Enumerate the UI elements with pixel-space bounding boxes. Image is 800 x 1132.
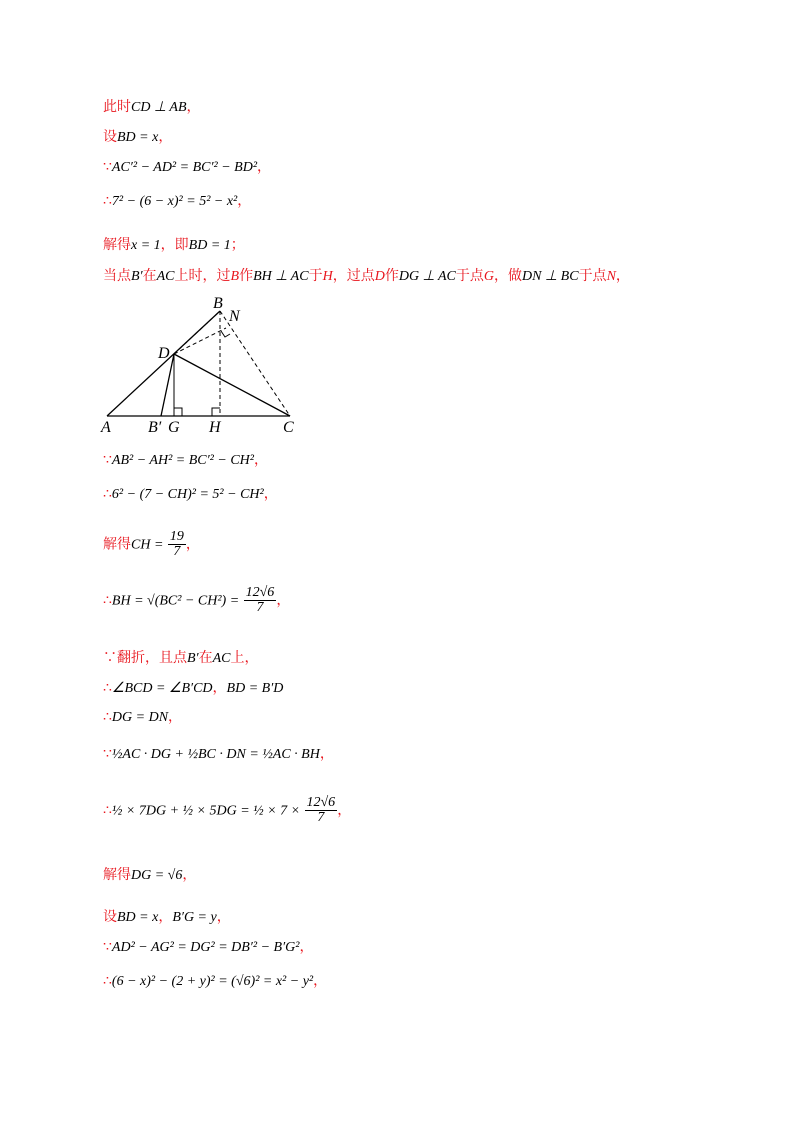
m: H bbox=[322, 269, 333, 284]
t: 上时，过 bbox=[174, 268, 231, 284]
line-19-prefix: ∴ bbox=[103, 973, 112, 989]
fraction-numerator: 12√6 bbox=[306, 795, 336, 810]
line-3 bbox=[103, 158, 271, 177]
line-14-math: ½AC · DG + ½BC · DN = ½AC · BH bbox=[111, 747, 320, 762]
segment-DC bbox=[174, 354, 290, 416]
fraction-denominator: 7 bbox=[173, 544, 181, 559]
line-13-suffix: ， bbox=[168, 709, 183, 725]
line-4 bbox=[103, 192, 251, 211]
line-2-prefix: 设 bbox=[103, 129, 117, 145]
line-12-prefix: ∴ bbox=[103, 680, 112, 696]
line-7-math: AB² − AH² = BC′² − CH² bbox=[111, 453, 254, 468]
label-H: H bbox=[209, 419, 221, 435]
line-14-suffix: ， bbox=[319, 746, 334, 762]
t: ，做 bbox=[494, 268, 523, 284]
t: 于点 bbox=[578, 268, 607, 284]
line-13 bbox=[103, 708, 182, 727]
line-2 bbox=[103, 128, 172, 147]
line-4-prefix: ∴ bbox=[103, 193, 112, 209]
line-1-math: CD ⊥ AB bbox=[131, 100, 187, 115]
fraction-denominator: 7 bbox=[256, 600, 264, 615]
segment-DN bbox=[174, 328, 226, 354]
line-13-prefix: ∴ bbox=[103, 709, 112, 725]
line-8-math: 6² − (7 − CH)² = 5² − CH² bbox=[111, 487, 264, 502]
line-17-mid: ， bbox=[158, 909, 173, 925]
line-3-prefix: ∵ bbox=[103, 159, 112, 175]
label-G: G bbox=[168, 419, 180, 435]
line-15 bbox=[103, 796, 351, 825]
line-8-prefix: ∴ bbox=[103, 486, 112, 502]
line-13-math: DG = DN bbox=[111, 710, 169, 725]
line-11-mid: 在 bbox=[198, 650, 213, 666]
label-B-prime: B′ bbox=[148, 419, 162, 435]
line-7-suffix: ， bbox=[253, 452, 268, 468]
line-4-suffix: ， bbox=[237, 193, 252, 209]
t: 在 bbox=[142, 268, 157, 284]
line-17-math: BD = x bbox=[117, 910, 159, 925]
line-9-fraction bbox=[168, 530, 186, 559]
line-12-math2: BD = B′D bbox=[226, 681, 284, 696]
fraction-numerator: 12√6 bbox=[245, 585, 275, 600]
segment-BC bbox=[220, 311, 290, 416]
right-angle-H bbox=[212, 408, 220, 416]
m: BH ⊥ AC bbox=[253, 269, 309, 284]
line-9-prefix: 解得 bbox=[103, 536, 131, 553]
line-19 bbox=[103, 972, 327, 991]
line-11-prefix: ∵翻折，且点 bbox=[103, 650, 187, 666]
m: G bbox=[483, 269, 495, 284]
segment-AB bbox=[107, 311, 220, 416]
triangle-figure bbox=[96, 295, 306, 435]
line-11-math2: AC bbox=[212, 651, 231, 666]
line-11-math: B′ bbox=[187, 651, 199, 666]
line-2-math: BD = x bbox=[117, 130, 159, 145]
line-18 bbox=[103, 938, 313, 957]
line-18-math: AD² − AG² = DG² = DB′² − B′G² bbox=[111, 940, 300, 955]
t: ，过点 bbox=[332, 268, 375, 284]
line-10-suffix: ， bbox=[276, 592, 291, 609]
line-6 bbox=[103, 267, 630, 286]
line-14-prefix: ∵ bbox=[103, 746, 112, 762]
line-1-suffix: ， bbox=[186, 99, 201, 115]
line-8 bbox=[103, 485, 278, 504]
m: B bbox=[230, 269, 240, 284]
t: ， bbox=[615, 268, 630, 284]
right-angle-G bbox=[174, 408, 182, 416]
line-11-suffix: 上， bbox=[230, 650, 259, 666]
t: 作 bbox=[384, 268, 399, 284]
line-1-prefix: 此时 bbox=[103, 99, 131, 115]
line-17-prefix: 设 bbox=[103, 909, 117, 925]
line-16-suffix: ， bbox=[182, 867, 197, 883]
label-D: D bbox=[158, 345, 170, 362]
m: DN ⊥ BC bbox=[522, 269, 579, 284]
line-5-suffix: ； bbox=[230, 237, 245, 253]
line-18-prefix: ∵ bbox=[103, 939, 112, 955]
line-10-prefix: ∴ bbox=[103, 592, 112, 609]
line-7 bbox=[103, 451, 268, 470]
label-N: N bbox=[229, 308, 240, 325]
line-9-suffix: ， bbox=[185, 536, 200, 553]
line-17-math2: B′G = y bbox=[172, 910, 217, 925]
line-15-fraction bbox=[305, 796, 338, 825]
line-10-fraction bbox=[244, 586, 277, 615]
line-1 bbox=[103, 98, 201, 117]
line-16 bbox=[103, 866, 196, 885]
line-15-prefix: ∴ bbox=[103, 802, 112, 819]
line-5-prefix: 解得 bbox=[103, 237, 131, 253]
line-12-math: ∠BCD = ∠B′CD bbox=[111, 681, 213, 696]
line-11 bbox=[103, 649, 259, 668]
line-14 bbox=[103, 745, 334, 764]
line-17-suffix: ， bbox=[216, 909, 231, 925]
line-5 bbox=[103, 236, 245, 255]
m: B′ bbox=[131, 269, 143, 284]
line-15-math: ½ × 7DG + ½ × 5DG = ½ × 7 × bbox=[111, 803, 301, 819]
line-4-math: 7² − (6 − x)² = 5² − x² bbox=[111, 194, 238, 209]
line-3-suffix: ， bbox=[257, 159, 272, 175]
fraction-denominator: 7 bbox=[317, 810, 325, 825]
line-2-suffix: ， bbox=[158, 129, 173, 145]
label-B: B bbox=[213, 295, 223, 312]
m: DG ⊥ AC bbox=[398, 269, 456, 284]
right-angle-N bbox=[221, 331, 230, 337]
t: 当点 bbox=[103, 268, 131, 284]
line-9 bbox=[103, 530, 200, 559]
line-18-suffix: ， bbox=[299, 939, 314, 955]
line-16-math: DG = √6 bbox=[131, 868, 183, 883]
line-8-suffix: ， bbox=[263, 486, 278, 502]
line-3-math: AC′² − AD² = BC′² − BD² bbox=[111, 160, 258, 175]
t: 于 bbox=[308, 268, 323, 284]
t: 作 bbox=[239, 268, 254, 284]
t: 于点 bbox=[455, 268, 484, 284]
line-7-prefix: ∵ bbox=[103, 452, 112, 468]
line-19-math: (6 − x)² − (2 + y)² = (√6)² = x² − y² bbox=[111, 974, 314, 989]
label-A: A bbox=[101, 419, 111, 435]
label-C: C bbox=[283, 419, 294, 435]
line-15-suffix: ， bbox=[337, 802, 352, 819]
line-12-mid: ， bbox=[212, 680, 227, 696]
line-10-math: BH = √(BC² − CH²) = bbox=[111, 593, 240, 609]
line-17 bbox=[103, 908, 231, 927]
line-19-suffix: ， bbox=[313, 973, 328, 989]
m: N bbox=[606, 269, 616, 284]
line-5-math2: BD = 1 bbox=[188, 238, 231, 253]
m: D bbox=[374, 269, 385, 284]
line-5-math: x = 1 bbox=[131, 238, 161, 253]
fraction-numerator: 19 bbox=[169, 529, 184, 544]
line-16-prefix: 解得 bbox=[103, 867, 131, 883]
line-5-mid: ，即 bbox=[160, 237, 189, 253]
m: AC bbox=[156, 269, 175, 284]
line-12 bbox=[103, 679, 283, 698]
line-10 bbox=[103, 586, 290, 615]
line-9-math: CH = bbox=[131, 537, 164, 553]
